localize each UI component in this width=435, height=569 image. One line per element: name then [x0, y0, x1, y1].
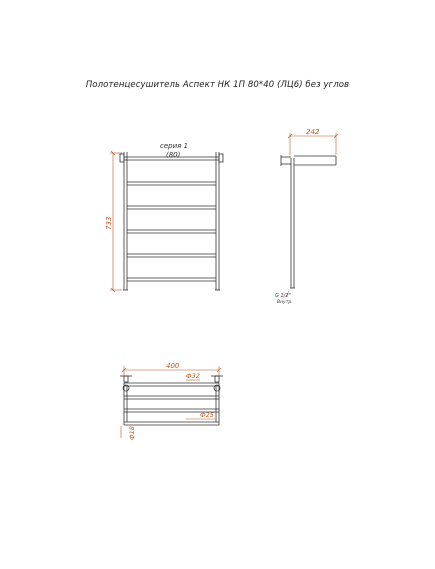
width-dim-label: 400 [166, 362, 180, 370]
height-dim-label: 733 [105, 216, 113, 230]
series-value: (80) [166, 151, 181, 159]
depth-dim-label: 242 [306, 128, 320, 136]
drawing-title: Полотенцесушитель Аспект НК 1П 80*40 (ЛЦ6) без углов [85, 80, 350, 90]
width-dimension [121, 366, 221, 438]
depth-dimension [288, 133, 338, 155]
thread-note: Внутр. [277, 300, 293, 305]
series-label: серия 1 [160, 142, 189, 150]
diameter-small-label: Ф32 [186, 372, 200, 380]
diameter-pipe-label: Ф25 [200, 411, 214, 419]
thread-label: G 1/2" [275, 293, 291, 299]
diameter-rail-label: Ф18 [128, 426, 136, 440]
front-view [120, 152, 223, 290]
side-view [281, 155, 336, 288]
